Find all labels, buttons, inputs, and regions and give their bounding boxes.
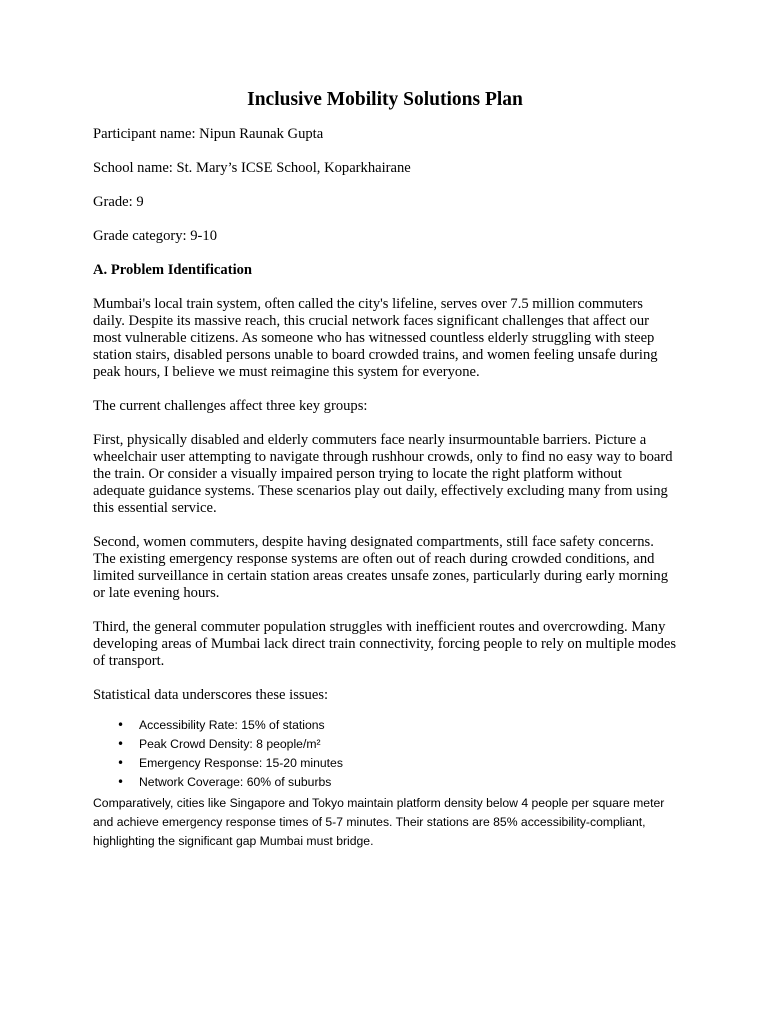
list-item: • Network Coverage: 60% of suburbs bbox=[139, 773, 677, 792]
stats-list bbox=[93, 716, 677, 792]
paragraph-groups: The current challenges affect three key groups: bbox=[93, 398, 368, 414]
list-item: • Accessibility Rate: 15% of stations bbox=[139, 716, 677, 735]
paragraph-closing: Comparatively, cities like Singapore and Tokyo maintain platform density below 4 people per square meter and achieve emergency response times of 5-7 minutes. Their stations are 85% accessibility-compliant, highlighting the significant gap Mumbai must bridge. bbox=[93, 796, 665, 848]
list-item: • Emergency Response: 15-20 minutes bbox=[139, 754, 677, 773]
paragraph-intro: Mumbai's local train system, often called the city's lifeline, serves over 7.5 million commuters daily. Despite its massive reach, this crucial network faces significant challenges that affect our most vulnerable citizens. As someone who has witnessed countless elderly struggling with steep station stairs, disabled persons unable to board crowded trains, and women feeling unsafe during peak hours, I believe we must reimagine this system for everyone. bbox=[93, 296, 658, 380]
list-item: • Peak Crowd Density: 8 people/m² bbox=[139, 735, 677, 754]
paragraph-third: Third, the general commuter population struggles with inefficient routes and overcrowding. Many developing areas of Mumbai lack direct train connectivity, forcing people to rely on multiple modes of transport. bbox=[93, 619, 677, 669]
paragraph-second: Second, women commuters, despite having designated compartments, still face safety concerns. The existing emergency response systems are often out of reach during crowded conditions, and limited surveillance in certain station areas creates unsafe zones, particularly during early morning or late evening hours. bbox=[93, 534, 669, 601]
grade-category: Grade category: 9-10 bbox=[93, 228, 217, 244]
document-title: Inclusive Mobility Solutions Plan bbox=[247, 89, 523, 110]
school-name: School name: St. Mary’s ICSE School, Koparkhairane bbox=[93, 160, 411, 176]
document-page bbox=[93, 88, 677, 868]
participant-name: Participant name: Nipun Raunak Gupta bbox=[93, 126, 324, 142]
section-a-heading: A. Problem Identification bbox=[93, 262, 253, 278]
grade: Grade: 9 bbox=[93, 194, 144, 210]
document-body bbox=[93, 126, 677, 704]
paragraph-first: First, physically disabled and elderly commuters face nearly insurmountable barriers. Picture a wheelchair user attempting to navigate through rushhour crowds, only to find no easy way to board the train. Or consider a visually impaired person trying to locate the right platform without adequate guidance systems. These scenarios play out daily, effectively excluding many from using this essential service. bbox=[93, 432, 673, 516]
paragraph-stats-intro: Statistical data underscores these issues: bbox=[93, 687, 329, 703]
